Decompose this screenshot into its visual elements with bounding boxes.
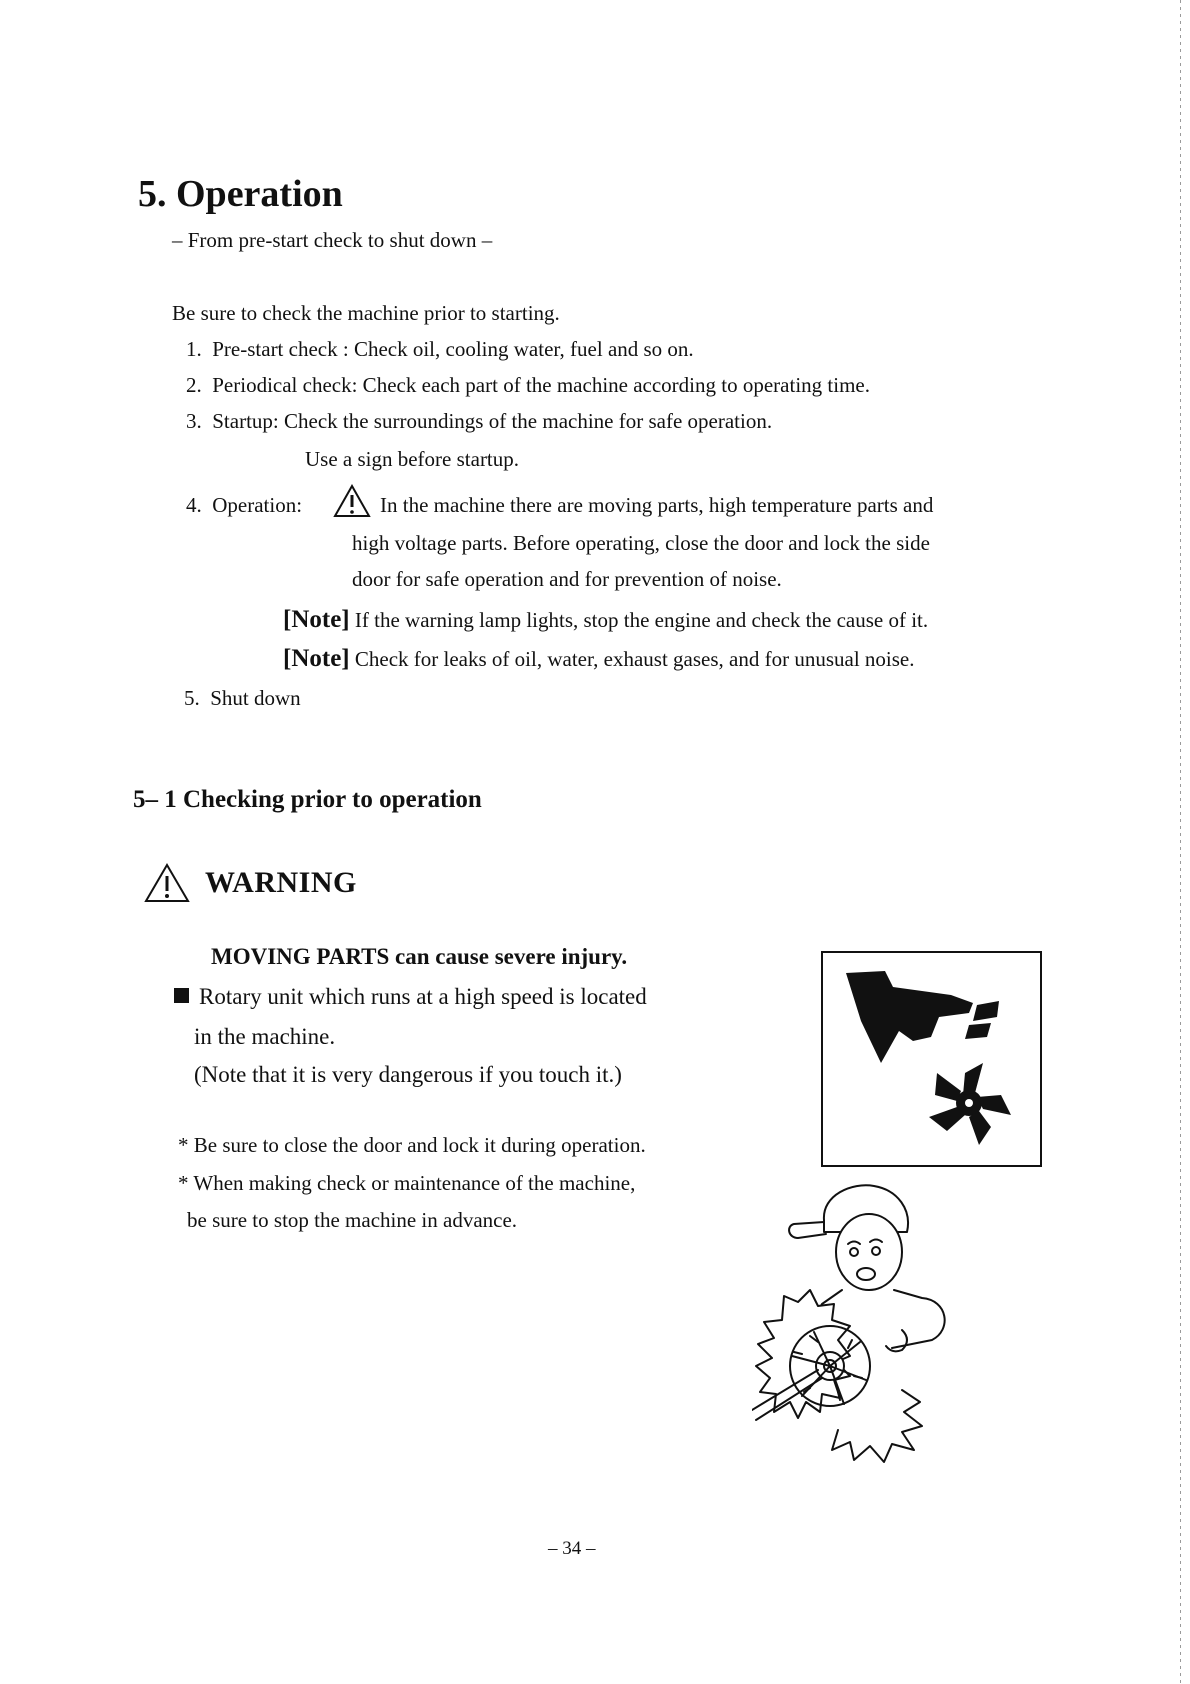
person-touching-fan-illustration (752, 1180, 974, 1470)
section-heading: 5– 1 Checking prior to operation (133, 786, 482, 813)
step-text: Shut down (210, 686, 301, 710)
step-4 (186, 493, 302, 518)
warning-line-1 (174, 984, 647, 1010)
warning-title: WARNING (205, 866, 357, 899)
step-3-continuation: Use a sign before startup. (305, 447, 520, 471)
step-4-line-2: high voltage parts. Before operating, close the door and lock the side (352, 531, 930, 555)
step-4-line-1: In the machine there are moving parts, high temperature parts and (380, 493, 934, 517)
step-num: 4. (186, 493, 202, 517)
page-number: – 34 – (548, 1538, 596, 1559)
warning-bullet-1: * Be sure to close the door and lock it during operation. (178, 1133, 646, 1157)
warning-line-2: in the machine. (194, 1024, 336, 1049)
step-2 (186, 373, 870, 398)
warning-triangle-icon (333, 484, 371, 518)
intro-text: Be sure to check the machine prior to starting. (172, 301, 560, 325)
step-text: Pre-start check : Check oil, cooling water, fuel and so on. (212, 337, 694, 361)
square-bullet-icon (174, 988, 189, 1003)
step-text: Startup: Check the surroundings of the machine for safe operation. (212, 409, 773, 433)
warning-headline: MOVING PARTS can cause severe injury. (211, 944, 628, 969)
step-1 (186, 337, 694, 362)
step-num: 2. (186, 373, 202, 397)
step-num: 3. (186, 409, 202, 433)
hand-fan-hazard-icon (821, 951, 1042, 1167)
note-2 (283, 645, 914, 673)
note-text: Check for leaks of oil, water, exhaust gases, and for unusual noise. (354, 647, 915, 671)
step-5 (184, 686, 301, 711)
scan-edge-rule (1180, 0, 1181, 1684)
warning-line-3: (Note that it is very dangerous if you touch it.) (194, 1062, 622, 1087)
note-1 (283, 606, 928, 634)
step-num: 1. (186, 337, 202, 361)
step-num: 5. (184, 686, 200, 710)
page-title: 5. Operation (138, 173, 343, 215)
step-4-line-3: door for safe operation and for prevention of noise. (352, 567, 782, 591)
warning-bullet-2: * When making check or maintenance of the machine, (178, 1171, 636, 1195)
warning-line-text: Rotary unit which runs at a high speed is located (199, 984, 647, 1009)
note-tag: [Note] (283, 606, 350, 633)
warning-bullet-3: be sure to stop the machine in advance. (187, 1208, 518, 1232)
warning-triangle-icon (143, 862, 191, 904)
step-label: Operation: (212, 493, 303, 517)
note-tag: [Note] (283, 645, 350, 672)
step-3 (186, 409, 772, 434)
step-text: Periodical check: Check each part of the machine according to operating time. (212, 373, 870, 397)
note-text: If the warning lamp lights, stop the engine and check the cause of it. (354, 608, 929, 632)
page-subtitle: – From pre-start check to shut down – (172, 228, 493, 252)
